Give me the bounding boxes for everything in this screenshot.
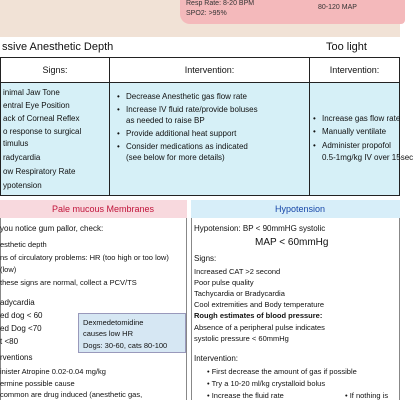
- intervention-item: • Manually ventilate: [322, 127, 386, 137]
- intervention-item-cont: (see below for more details): [126, 153, 225, 162]
- hypo-sign: Tachycardia or Bradycardia: [194, 289, 285, 298]
- intervention-item: • Consider medications as indicated: [126, 142, 248, 152]
- hypo-sign: Cool extremities and Body temperature: [194, 300, 325, 309]
- intervention-item-cont: as needed to raise BP: [126, 116, 205, 125]
- dex-line: Dogs: 30-60, cats 80-100: [83, 341, 168, 350]
- vitals-note: [180, 0, 405, 24]
- hypo-def-line: MAP < 60mmHg: [255, 237, 329, 248]
- pale-line: rventions: [0, 353, 33, 362]
- intervention-item: • Increase IV fluid rate/provide boluses: [126, 105, 258, 115]
- dexmedetomidine-note: [78, 313, 186, 353]
- pale-line: you notice gum pallor, check:: [0, 224, 104, 233]
- pale-line: these signs are normal, collect a PCV/TS: [0, 278, 137, 287]
- sign-item: ow Respiratory Rate: [3, 167, 76, 176]
- intervention-item: • Decrease Anesthetic gas flow rate: [126, 92, 247, 102]
- hypo-intervention: • Try a 10-20 ml/kg crystalloid bolus: [207, 379, 326, 388]
- sign-item: ypotension: [3, 181, 42, 190]
- hypo-sign: Increased CAT >2 second: [194, 267, 281, 276]
- hypo-intervention: • Increase the fluid rate: [207, 391, 284, 400]
- hypo-intervention-text: If nothing is: [349, 391, 389, 400]
- intervention-list-1: [110, 83, 310, 196]
- pale-line: common are drug induced (anesthetic gas,: [0, 390, 143, 399]
- pale-line: inister Atropine 0.02-0.04 mg/kg: [0, 367, 106, 376]
- hypo-intervention-text: Increase the fluid rate: [211, 391, 284, 400]
- dex-line: causes low HR: [83, 329, 134, 338]
- pale-title: Pale mucous Membranes: [52, 204, 155, 214]
- hypotension-title-bar: [191, 200, 400, 218]
- pale-line: ed Dog <70: [0, 324, 42, 333]
- hypo-sign: systolic pressure < 60mmHg: [194, 334, 289, 343]
- right-title: Too light: [326, 41, 367, 53]
- pale-line: (low): [0, 265, 17, 274]
- intervention-column-header-2: Intervention:: [310, 57, 400, 83]
- hypo-intervention: • First decrease the amount of gas if possible: [207, 367, 357, 376]
- intervention-column-header-1: Intervention:: [110, 57, 310, 83]
- hypo-sign: Rough estimates of blood pressure:: [194, 311, 323, 320]
- intervention-list-2: [310, 83, 413, 196]
- pale-line: t <80: [0, 337, 19, 346]
- resp-rate-text: Resp Rate: 8-20 BPM: [186, 0, 255, 7]
- left-title: ssive Anesthetic Depth: [2, 41, 114, 53]
- hypo-def-line: Hypotension: BP < 90mmHG systolic: [194, 224, 326, 233]
- intervention-item: • Administer propofol: [322, 141, 391, 151]
- sign-item: radycardia: [3, 153, 41, 162]
- top-paper-strip: [0, 0, 400, 37]
- spo2-text: SPO2: >95%: [186, 10, 227, 17]
- sign-item: inimal Jaw Tone: [3, 88, 60, 97]
- hypo-intervention-text: First decrease the amount of gas if possible: [211, 367, 357, 376]
- pale-line: adycardia: [0, 298, 35, 307]
- hypo-intervention-text: Try a 10-20 ml/kg crystalloid bolus: [211, 379, 326, 388]
- intervention-item: • Increase gas flow rate: [322, 114, 400, 124]
- map-text: 80-120 MAP: [318, 4, 357, 11]
- pale-line: ermine possible cause: [0, 379, 75, 388]
- sign-item: ack of Corneal Reflex: [3, 114, 80, 123]
- sign-item: timulus: [3, 139, 29, 148]
- pale-title-bar: [0, 200, 187, 218]
- intervention-item: • Provide additional heat support: [126, 129, 236, 139]
- hypo-sign: Poor pulse quality: [194, 278, 254, 287]
- sign-item: o response to surgical: [3, 127, 82, 136]
- pale-line: esthetic depth: [0, 240, 47, 249]
- hypo-intervention-label: Intervention:: [194, 354, 239, 363]
- signs-column-header: Signs:: [0, 57, 110, 83]
- pale-line: ns of circulatory problems: HR (too high or too low): [0, 253, 169, 262]
- hypo-signs-label: Signs:: [194, 254, 217, 263]
- sign-item: entral Eye Position: [3, 101, 70, 110]
- intervention-item-cont: 0.5-1mg/kg IV over 15sec: [322, 153, 413, 162]
- signs-list: [0, 83, 110, 196]
- dex-line: Dexmedetomidine: [83, 318, 144, 327]
- hypo-intervention: • If nothing is: [345, 391, 389, 400]
- pale-line: ed dog < 60: [0, 311, 43, 320]
- section-header: [0, 37, 400, 57]
- hypotension-title: Hypotension: [275, 204, 326, 214]
- hypo-sign: Absence of a peripheral pulse indicates: [194, 323, 325, 332]
